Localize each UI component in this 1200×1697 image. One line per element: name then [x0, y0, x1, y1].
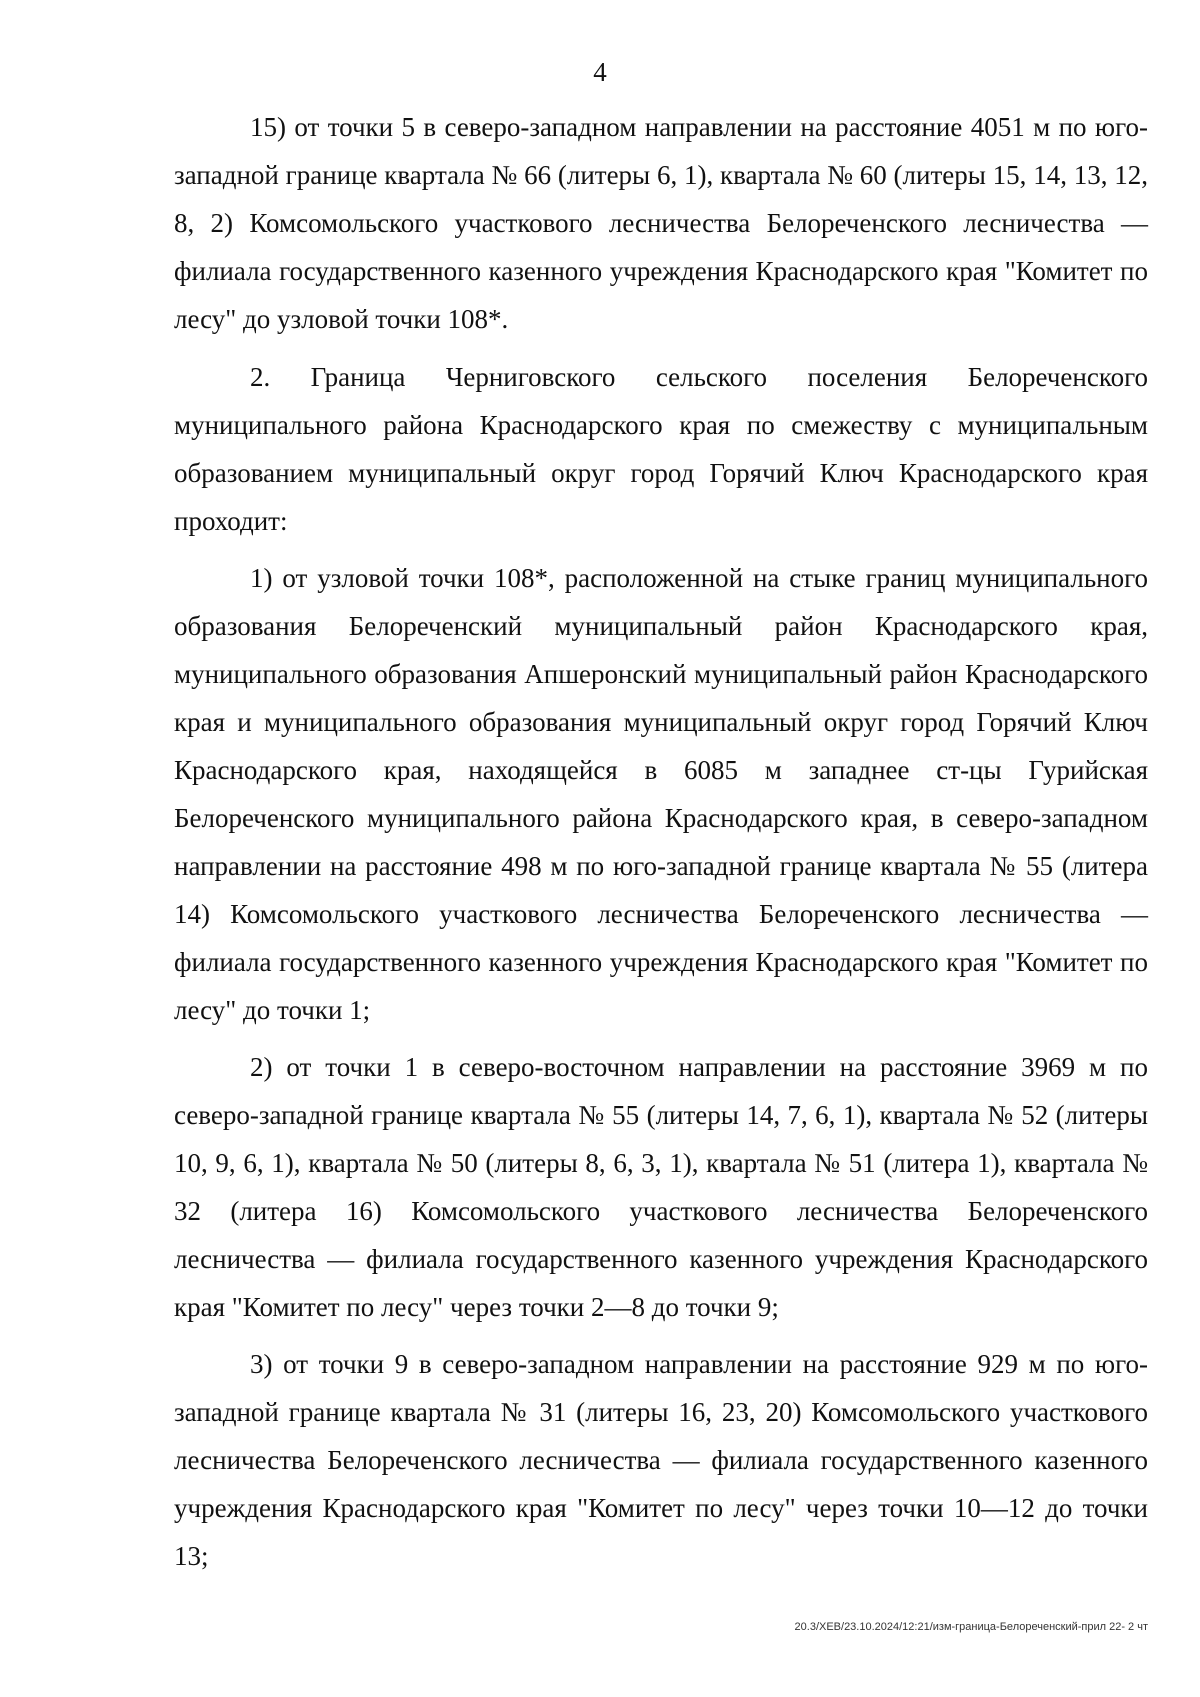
page-number: 4: [593, 57, 607, 87]
paragraph-item-1: 1) от узловой точки 108*, расположенной на стыке границ муниципального образования Белореченский муниципальный район Краснодарского края, муниципального образования Апшеронский муниципальный район Краснодарского края и муниципального образования муниципальный округ город Горячий Ключ Краснодарского края, находящейся в 6085 м западнее ст-цы Гурийская Белореченского муниципального района Краснодарского края, в северо-западном направлении на расстояние 498 м по юго-западной границе квартала № 55 (литера 14) Комсомольского участкового лесничества Белореченского лесничества — филиала государственного казенного учреждения Краснодарского края "Комитет по лесу" до точки 1;: [174, 563, 1148, 1025]
document-footer-code: 20.3/ХЕВ/23.10.2024/12:21/изм-граница-Белореченский-прил 22- 2 чт: [794, 1621, 1148, 1633]
paragraph-item-2: 2) от точки 1 в северо-восточном направлении на расстояние 3969 м по северо-западной границе квартала № 55 (литеры 14, 7, 6, 1), квартала № 52 (литеры 10, 9, 6, 1), квартала № 50 (литеры 8, 6, 3, 1), квартала № 51 (литера 1), квартала № 32 (литера 16) Комсомольского участкового лесничества Белореченского лесничества — филиала государственного казенного учреждения Краснодарского края "Комитет по лесу" через точки 2—8 до точки 9;: [174, 1052, 1148, 1322]
paragraph-section-2-heading: 2. Граница Черниговского сельского поселения Белореченского муниципального района Краснодарского края по смежеству с муниципальным образованием муниципальный округ город Горячий Ключ Краснодарского края проходит:: [174, 362, 1148, 536]
paragraph-item-3: 3) от точки 9 в северо-западном направлении на расстояние 929 м по юго-западной границе квартала № 31 (литеры 16, 23, 20) Комсомольского участкового лесничества Белореченского лесничества — филиала государственного казенного учреждения Краснодарского края "Комитет по лесу" через точки 10—12 до точки 13;: [174, 1349, 1148, 1571]
document-body: [174, 103, 1148, 1589]
paragraph-item-15: 15) от точки 5 в северо-западном направлении на расстояние 4051 м по юго-западной границе квартала № 66 (литеры 6, 1), квартала № 60 (литеры 15, 14, 13, 12, 8, 2) Комсомольского участкового лесничества Белореченского лесничества — филиала государственного казенного учреждения Краснодарского края "Комитет по лесу" до узловой точки 108*.: [174, 112, 1148, 334]
